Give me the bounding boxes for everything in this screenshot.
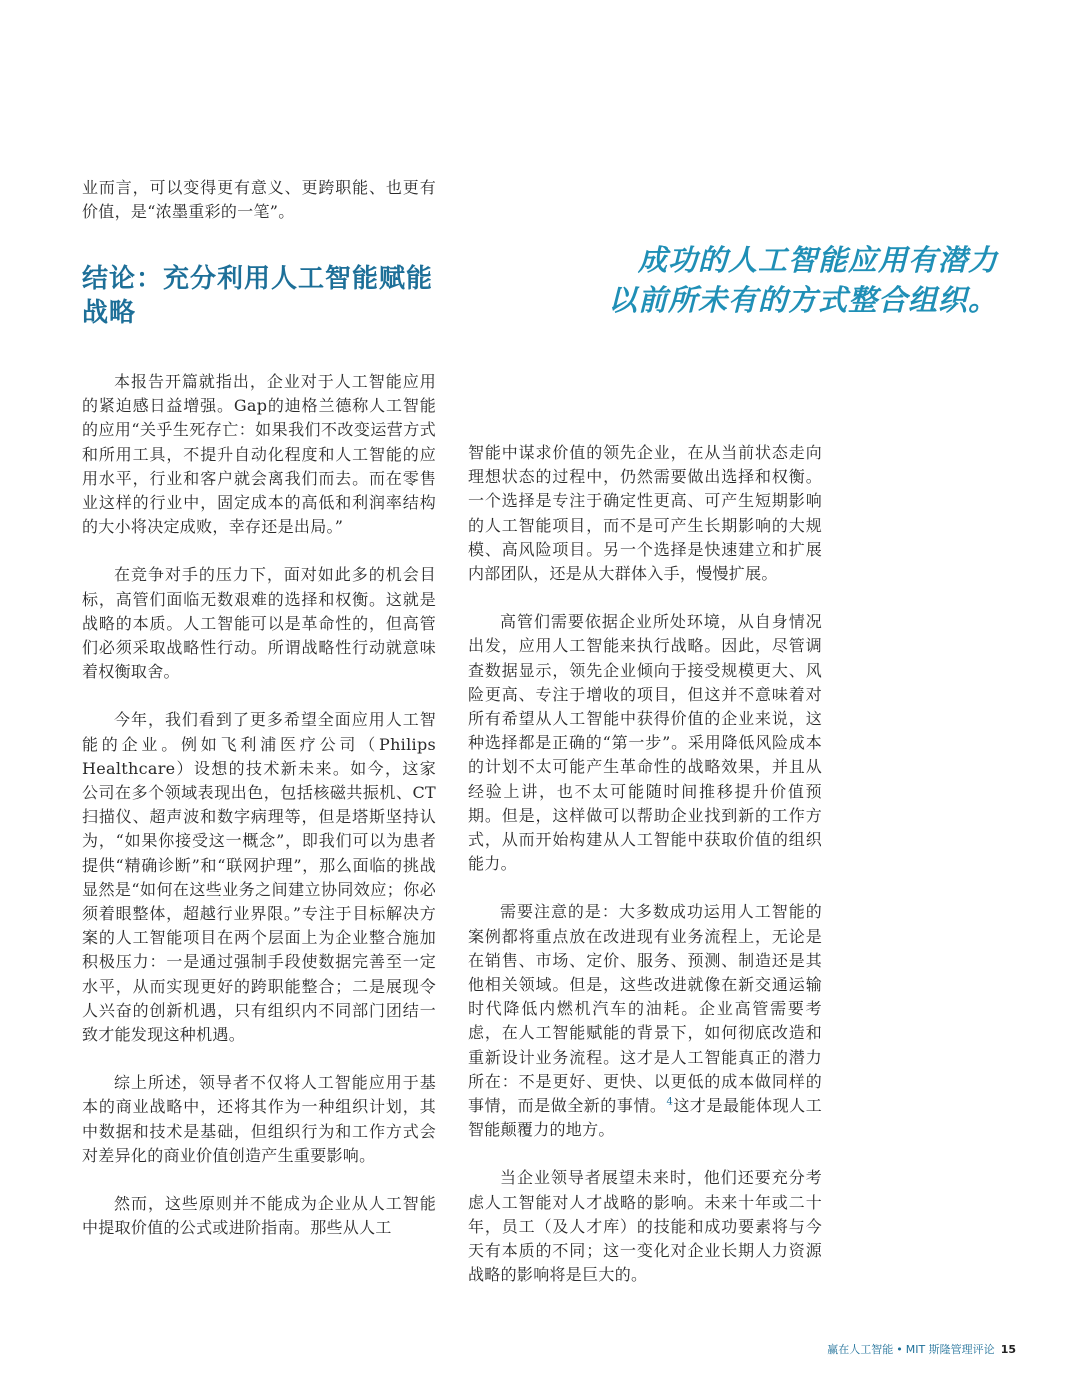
- paragraph: 在竞争对手的压力下，面对如此多的机会目标，高管们面临无数艰难的选择和权衡。这就是战略的本质。人工智能可以是革命性的，但高管们必须采取战略性行动。所谓战略性行动就意味着权衡取舍。: [82, 565, 436, 682]
- paragraph: 当企业领导者展望未来时，他们还要充分考虑人工智能对人才战略的影响。未来十年或二十年，员工（及人才库）的技能和成功要素将与今天有本质的不同；这一变化对企业长期人力资源战略的影响将是巨大的。: [468, 1168, 822, 1285]
- section-heading: 结论：充分利用人工智能赋能战略: [82, 264, 434, 328]
- paragraph-text-tail: 这才是最能体现人工智能颠覆力的地方。: [468, 1096, 822, 1140]
- left-column: [82, 370, 436, 1265]
- page-number: 15: [1000, 1343, 1016, 1356]
- footer-brand: MIT 斯隆管理评论: [905, 1343, 995, 1356]
- footer-publication: 赢在人工智能: [827, 1343, 894, 1356]
- paragraph-with-footnote: [468, 900, 822, 1142]
- pull-quote: [478, 240, 998, 320]
- paragraph-text: 需要注意的是：大多数成功运用人工智能的案例都将重点放在改进现有业务流程上，无论是在销售、市场、定价、服务、预测、制造还是其他相关领域。但是，这些改进就像在新交通运输时代降低内燃机汽车的油耗。企业高管需要考虑，在人工智能赋能的背景下，如何彻底改造和重新设计业务流程。这才是人工智能真正的潜力所在：不是更好、更快、以更低的成本做同样的事情，而是做全新的事情。: [468, 902, 822, 1116]
- intro-paragraph-block: [82, 176, 436, 248]
- paragraph: 高管们需要依据企业所处环境，从自身情况出发，应用人工智能来执行战略。因此，尽管调查数据显示，领先企业倾向于接受规模更大、风险更高、专注于增收的项目，但这并不意味着对所有希望从人工智能中获得价值的企业来说，这种选择都是正确的“第一步”。采用降低风险成本的计划不太可能产生革命性的战略效果，并且从经验上讲，也不太可能随时间推移提升价值预期。但是，这样做可以帮助企业找到新的工作方式，从而开始构建从人工智能中获取价值的组织能力。: [468, 612, 822, 874]
- pull-quote-line-1: 成功的人工智能应用有潜力: [637, 243, 998, 277]
- paragraph: 智能中谋求价值的领先企业，在从当前状态走向理想状态的过程中，仍然需要做出选择和权衡。一个选择是专注于确定性更高、可产生短期影响的人工智能项目，而不是可产生长期影响的大规模、高风险项目。另一个选择是快速建立和扩展内部团队，还是从大群体入手，慢慢扩展。: [468, 443, 822, 584]
- footer-separator: •: [896, 1343, 903, 1356]
- paragraph: 综上所述，领导者不仅将人工智能应用于基本的商业战略中，还将其作为一种组织计划，其中数据和技术是基础，但组织行为和工作方式会对差异化的商业价值创造产生重要影响。: [82, 1073, 436, 1165]
- intro-paragraph: 业而言，可以变得更有意义、更跨职能、也更有价值，是“浓墨重彩的一笔”。: [82, 178, 436, 222]
- paragraph: 今年，我们看到了更多希望全面应用人工智能的企业。例如飞利浦医疗公司（Philips Healthcare）设想的技术新未来。如今，这家公司在多个领域表现出色，包括核磁共振机、CT扫描仪、超声波和数字病理等，但是塔斯坚持认为，“如果你接受这一概念”，即我们可以为患者提供“精确诊断”和“联网护理”，那么面临的挑战显然是“如何在这些业务之间建立协同效应；你必须着眼整体，超越行业界限。”专注于目标解决方案的人工智能项目在两个层面上为企业整合施加积极压力：一是通过强制手段使数据完善至一定水平，从而实现更好的跨职能整合；二是展现令人兴奋的创新机遇，只有组织内不同部门团结一致才能发现这种机遇。: [82, 710, 436, 1045]
- paragraph: 本报告开篇就指出，企业对于人工智能应用的紧迫感日益增强。Gap的迪格兰德称人工智能的应用“关乎生死存亡：如果我们不改变运营方式和所用工具，不提升自动化程度和人工智能的应用水平，行业和客户就会离我们而去。而在零售业这样的行业中，固定成本的高低和利润率结构的大小将决定成败，幸存还是出局。”: [82, 372, 436, 537]
- page-footer: [827, 1341, 1016, 1357]
- right-column: [468, 441, 822, 1312]
- pull-quote-line-2: 以前所未有的方式整合组织。: [607, 283, 998, 317]
- paragraph: 然而，这些原则并不能成为企业从人工智能中提取价值的公式或进阶指南。那些从人工: [82, 1194, 436, 1238]
- footnote-marker[interactable]: 4: [666, 1096, 674, 1108]
